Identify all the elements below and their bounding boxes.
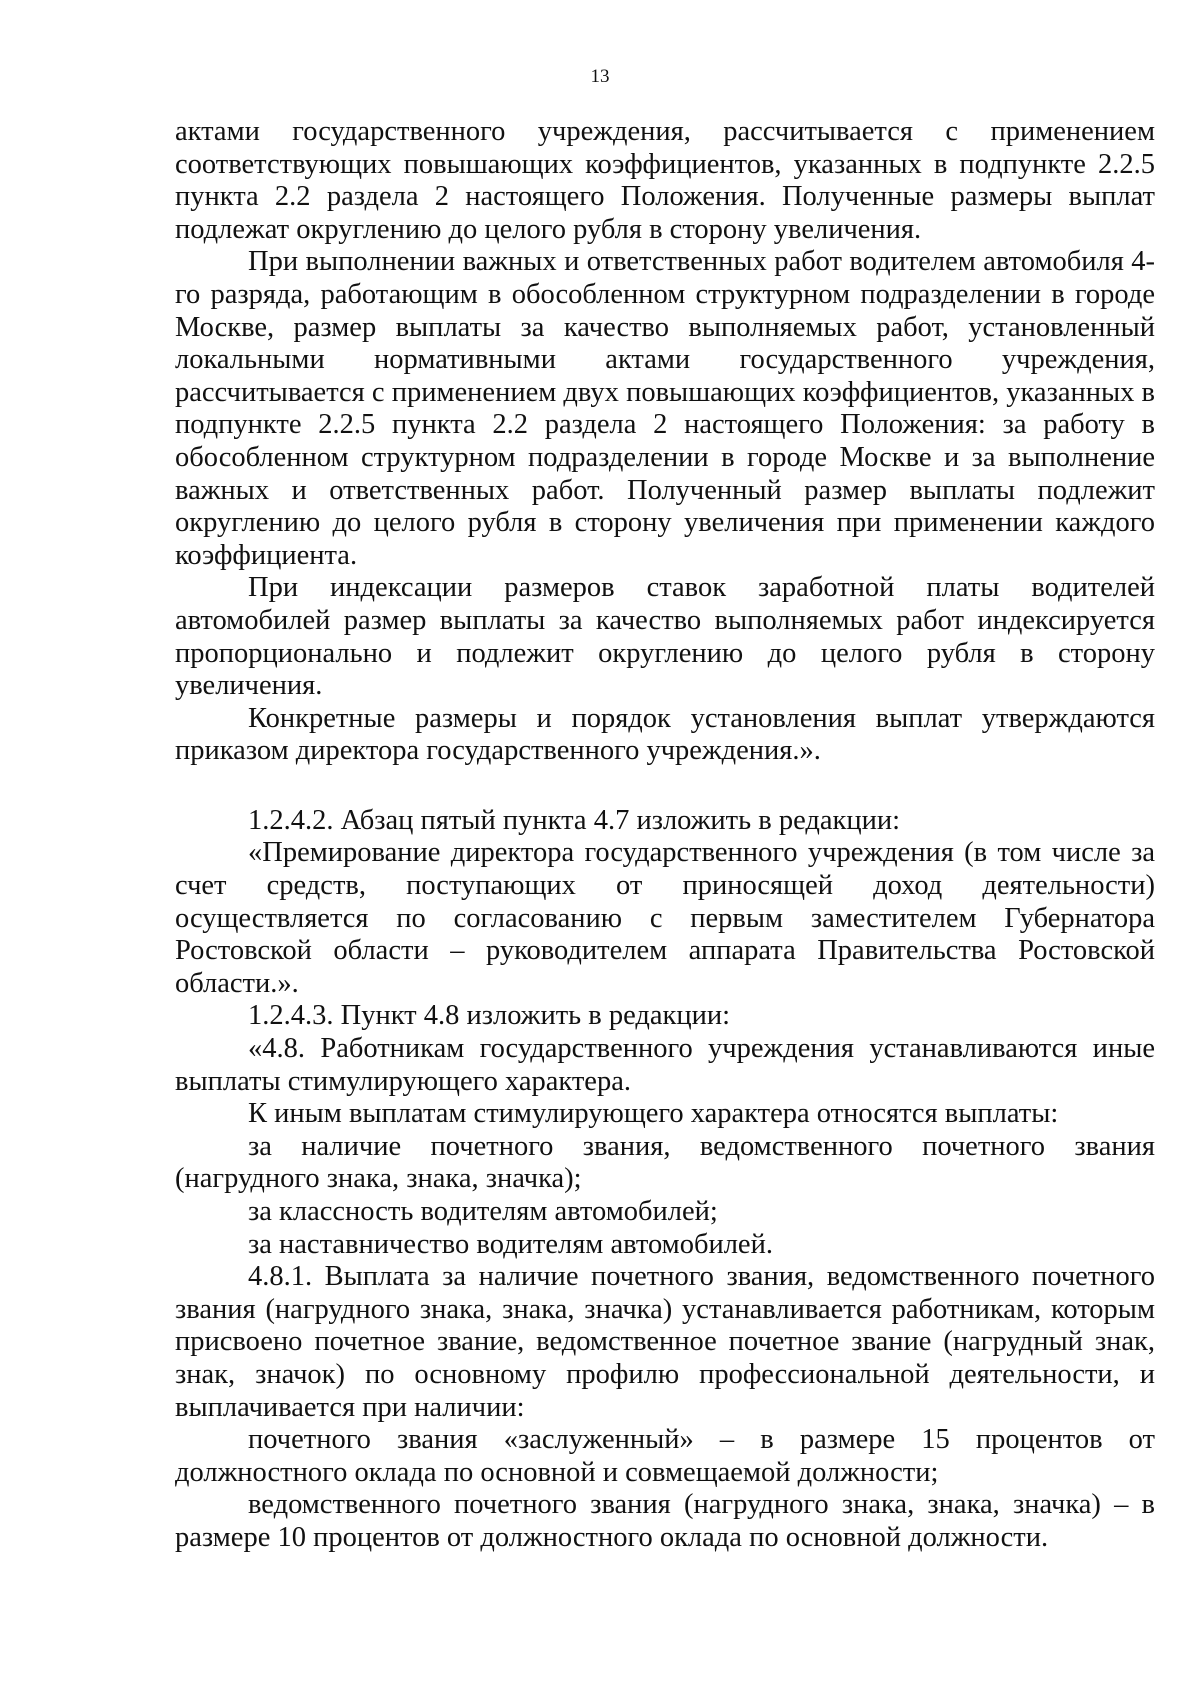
paragraph: При выполнении важных и ответственных работ водителем автомобиля 4-го разряда, работающим в обособленном структурном подразделении в городе Москве, размер выплаты за качество выполняемых работ, установленный локальными нормативными актами государственного учреждения, рассчитывается с применением двух повышающих коэффициентов, указанных в подпункте 2.2.5 пункта 2.2 раздела 2 настоящего Положения: за работу в обособленном структурном подразделении в городе Москве и за выполнение важных и ответственных работ. Полученный размер выплаты подлежит округлению до целого рубля в сторону увеличения при применении каждого коэффициента.	[175, 246, 1155, 571]
paragraph: «Премирование директора государственного учреждения (в том числе за счет средств, поступающих от приносящей доход деятельности) осуществляется по согласованию с первым заместителем Губернатора Ростовской области – руководителем аппарата Правительства Ростовской области.».	[175, 837, 1155, 999]
paragraph: актами государственного учреждения, рассчитывается с применением соответствующих повышающих коэффициентов, указанных в подпункте 2.2.5 пункта 2.2 раздела 2 настоящего Положения. Полученные размеры выплат подлежат округлению до целого рубля в сторону увеличения.	[175, 116, 1155, 245]
paragraph: 1.2.4.3. Пункт 4.8 изложить в редакции:	[248, 1000, 731, 1032]
paragraph: 4.8.1. Выплата за наличие почетного звания, ведомственного почетного звания (нагрудного знака, знака, значка) устанавливается работникам, которым присвоено почетное звание, ведомственное почетное звание (нагрудный знак, знак, значок) по основному профилю профессиональной деятельности, и выплачивается при наличии:	[175, 1261, 1155, 1423]
paragraph: 1.2.4.2. Абзац пятый пункта 4.7 изложить в редакции:	[248, 804, 901, 836]
paragraph: «4.8. Работникам государственного учреждения устанавливаются иные выплаты стимулирующего характера.	[175, 1033, 1155, 1097]
paragraph: за классность водителям автомобилей;	[248, 1196, 718, 1227]
paragraph: К иным выплатам стимулирующего характера относятся выплаты:	[248, 1098, 1059, 1130]
paragraph: При индексации размеров ставок заработной платы водителей автомобилей размер выплаты за качество выполняемых работ индексируется пропорционально и подлежит округлению до целого рубля в сторону увеличения.	[175, 572, 1155, 702]
paragraph: Конкретные размеры и порядок установления выплат утверждаются приказом директора государственного учреждения.».	[175, 702, 1155, 767]
paragraph-spacer	[175, 768, 1155, 805]
paragraph: почетного звания «заслуженный» – в размере 15 процентов от должностного оклада по основной и совмещаемой должности;	[175, 1424, 1155, 1488]
page-number: 13	[590, 66, 610, 87]
paragraph: за наличие почетного звания, ведомственного почетного звания (нагрудного знака, знака, значка);	[175, 1130, 1155, 1195]
paragraph: ведомственного почетного звания (нагрудного знака, знака, значка) – в размере 10 процентов от должностного оклада по основной должности.	[175, 1489, 1155, 1553]
document-body	[175, 116, 1155, 1555]
paragraph: за наставничество водителям автомобилей.	[248, 1228, 773, 1260]
